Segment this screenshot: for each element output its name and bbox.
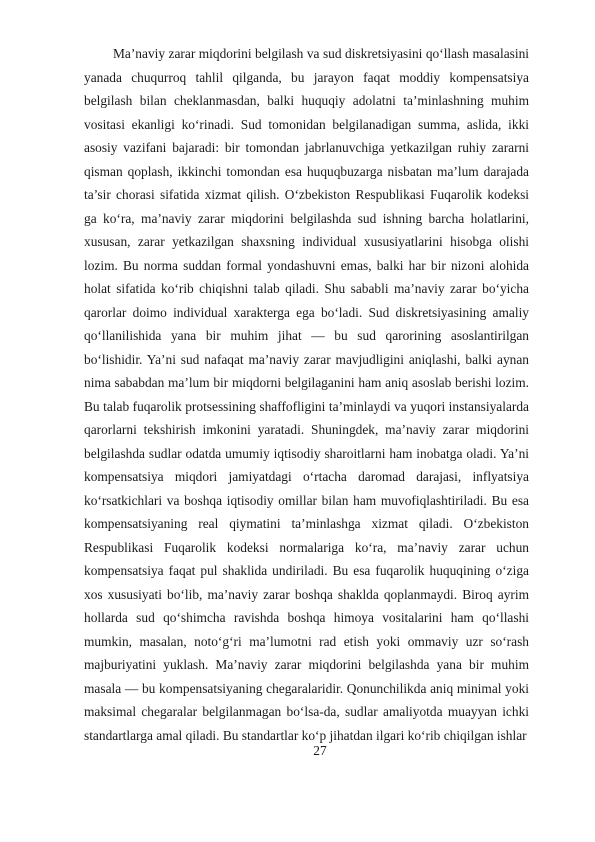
- page-number: 27: [313, 743, 327, 758]
- body-paragraph: Ma’naviy zarar miqdorini belgilash va sud diskretsiyasini qo‘llash masalasini yanada chuqurroq tahlil qilganda, bu jarayon faqat moddiy kompensatsiya belgilash bilan cheklanmasdan, balki huquqiy adolatni ta’minlashning muhim vositasi ekanligi ko‘rinadi. Sud tomonidan belgilanadigan summa, aslida, ikki asosiy vazifani bajaradi: bir tomondan jabrlanuvchiga yetkazilgan ruhiy zararni qisman qoplash, ikkinchi tomondan esa huquqbuzarga nisbatan ma’lum darajada ta’sir chorasi sifatida xizmat qilish. O‘zbekiston Respublikasi Fuqarolik kodeksi ga ko‘ra, ma’naviy zarar miqdorini belgilashda sud ishning barcha holatlarini, xususan, zarar yetkazilgan shaxsning individual xususiyatlarini hisobga olishi lozim. Bu norma suddan formal yondashuvni emas, balki har bir nizoni alohida holat sifatida ko‘rib chiqishni talab qiladi. Shu sababli ma’naviy zarar bo‘yicha qarorlar doimo individual xarakterga ega bo‘ladi. Sud diskretsiyasining amaliy qo‘llanilishida yana bir muhim jihat — bu sud qarorining asoslantirilgan bo‘lishidir. Ya’ni sud nafaqat ma’naviy zarar mavjudligini aniqlashi, balki aynan nima sababdan ma’lum bir miqdorni belgilaganini ham aniq asoslab berishi lozim. Bu talab fuqarolik protsessining shaffofligini ta’minlaydi va yuqori instansiyalarda qarorlarni tekshirish imkonini yaratadi. Shuningdek, ma’naviy zarar miqdorini belgilashda sudlar odatda umumiy iqtisodiy sharoitlarni ham inobatga oladi. Ya’ni kompensatsiya miqdori jamiyatdagi o‘rtacha daromad darajasi, inflyatsiya ko‘rsatkichlari va boshqa iqtisodiy omillar bilan ham muvofiqlashtiriladi. Bu esa kompensatsiyaning real qiymatini ta’minlashga xizmat qiladi. O‘zbekiston Respublikasi Fuqarolik kodeksi normalariga ko‘ra, ma’naviy zarar uchun kompensatsiya faqat pul shaklida undiriladi. Bu esa fuqarolik huquqining o‘ziga xos xususiyati bo‘lib, ma’naviy zarar boshqa shaklda qoplanmaydi. Biroq ayrim hollarda sud qo‘shimcha ravishda boshqa himoya vositalarini ham qo‘llashi mumkin, masalan, noto‘g‘ri ma’lumotni rad etish yoki ommaviy uzr so‘rash majburiyatini yuklash. Ma’naviy zarar miqdorini belgilashda yana bir muhim masala — bu kompensatsiyaning chegaralaridir. Qonunchilikda aniq minimal yoki maksimal chegaralar belgilanmagan bo‘lsa-da, sudlar amaliyotda muayyan ichki standartlarga amal qiladi. Bu standartlar ko‘p jihatdan ilgari ko‘rib chiqilgan ishlar: [84, 46, 529, 743]
